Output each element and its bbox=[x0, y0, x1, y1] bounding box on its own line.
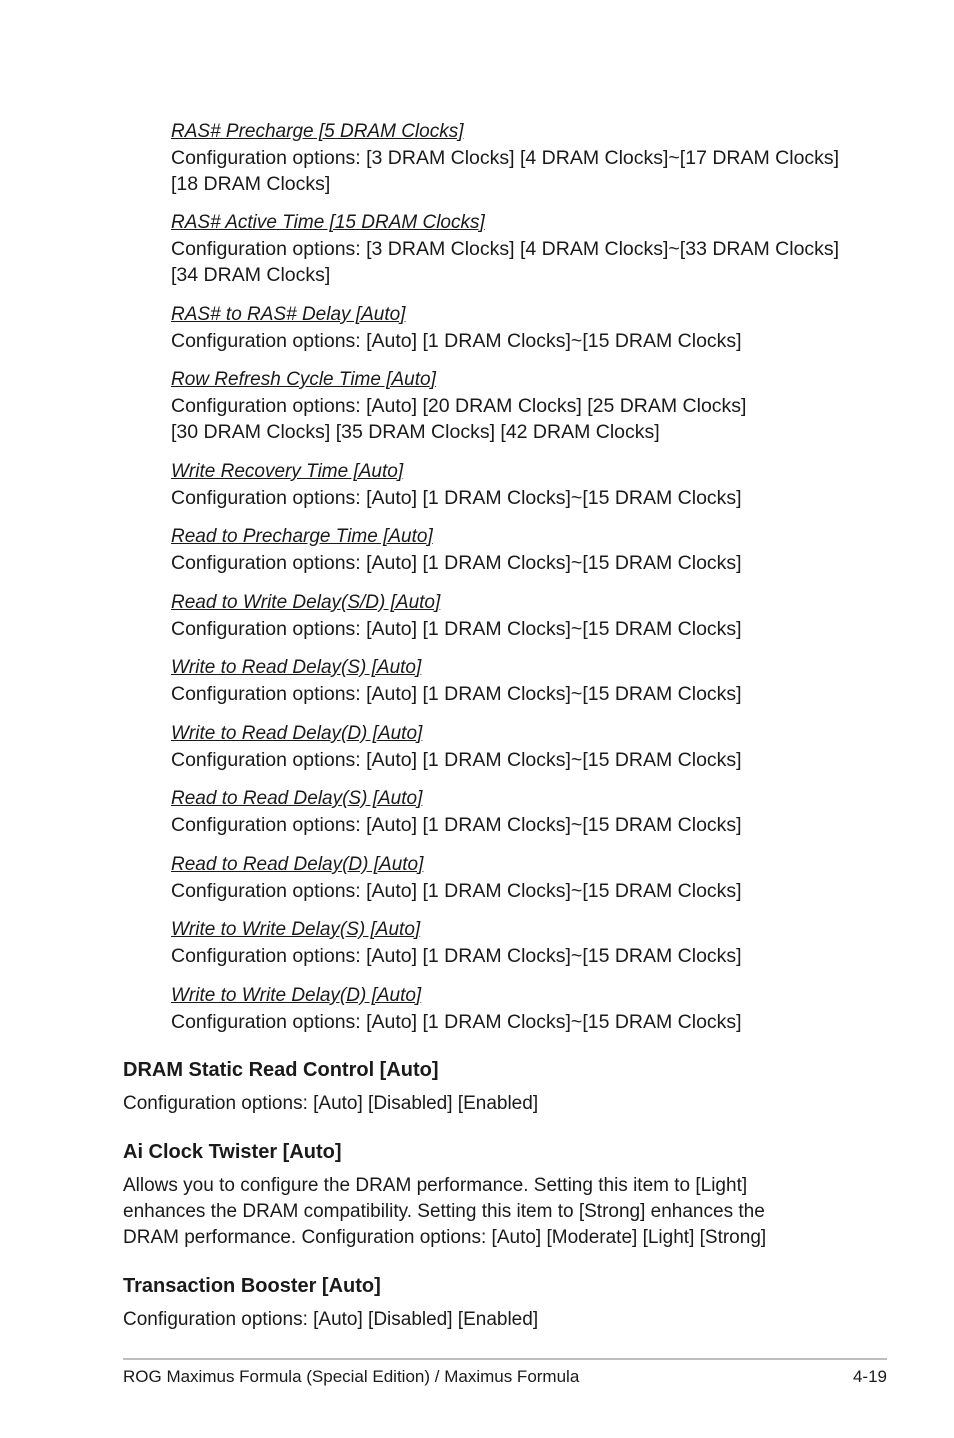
section-heading: Transaction Booster [Auto] bbox=[123, 1275, 381, 1297]
setting-write-to-write-delay-s bbox=[171, 917, 871, 969]
setting-read-to-read-delay-d bbox=[171, 852, 871, 904]
setting-title: Write to Read Delay(D) [Auto] bbox=[171, 723, 423, 744]
setting-options-line: [34 DRAM Clocks] bbox=[171, 264, 331, 286]
footer-page-number: 4-19 bbox=[852, 1367, 887, 1386]
section-text-line: DRAM performance. Configuration options: [Auto] [Moderate] [Light] [Strong] bbox=[123, 1227, 767, 1248]
setting-options-line: Configuration options: [Auto] [1 DRAM Clocks]~[15 DRAM Clocks] bbox=[171, 552, 742, 574]
setting-options-line: Configuration options: [Auto] [1 DRAM Clocks]~[15 DRAM Clocks] bbox=[171, 1011, 742, 1033]
section-text-line: Allows you to configure the DRAM performance. Setting this item to [Light] bbox=[123, 1175, 748, 1196]
setting-title: RAS# Precharge [5 DRAM Clocks] bbox=[171, 121, 464, 142]
footer-divider bbox=[123, 1358, 887, 1360]
setting-options-line: Configuration options: [Auto] [1 DRAM Clocks]~[15 DRAM Clocks] bbox=[171, 330, 742, 352]
setting-options-line: Configuration options: [Auto] [1 DRAM Clocks]~[15 DRAM Clocks] bbox=[171, 618, 742, 640]
section-heading: Ai Clock Twister [Auto] bbox=[123, 1141, 342, 1163]
setting-read-to-precharge-time bbox=[171, 524, 871, 576]
setting-options-line: Configuration options: [Auto] [1 DRAM Clocks]~[15 DRAM Clocks] bbox=[171, 814, 742, 836]
setting-title: Row Refresh Cycle Time [Auto] bbox=[171, 369, 436, 390]
setting-write-to-read-delay-d bbox=[171, 721, 871, 773]
setting-ras-active-time bbox=[171, 210, 871, 288]
section-text-line: Configuration options: [Auto] [Disabled] [Enabled] bbox=[123, 1309, 539, 1330]
setting-options-line: Configuration options: [Auto] [1 DRAM Clocks]~[15 DRAM Clocks] bbox=[171, 945, 742, 967]
setting-title: RAS# Active Time [15 DRAM Clocks] bbox=[171, 212, 485, 233]
setting-options-line: [18 DRAM Clocks] bbox=[171, 173, 331, 195]
setting-options-line: Configuration options: [Auto] [1 DRAM Clocks]~[15 DRAM Clocks] bbox=[171, 880, 742, 902]
setting-options-line: Configuration options: [Auto] [20 DRAM Clocks] [25 DRAM Clocks] bbox=[171, 395, 747, 417]
setting-title: Read to Write Delay(S/D) [Auto] bbox=[171, 592, 441, 613]
setting-title: Read to Precharge Time [Auto] bbox=[171, 526, 433, 547]
setting-options-line: Configuration options: [Auto] [1 DRAM Clocks]~[15 DRAM Clocks] bbox=[171, 749, 742, 771]
setting-write-to-write-delay-d bbox=[171, 983, 871, 1035]
setting-read-to-write-delay bbox=[171, 590, 871, 642]
setting-ras-precharge bbox=[171, 119, 871, 197]
setting-title: Write to Write Delay(D) [Auto] bbox=[171, 985, 422, 1006]
section-dram-static-read-control bbox=[123, 1057, 843, 1117]
section-transaction-booster bbox=[123, 1273, 843, 1333]
setting-read-to-read-delay-s bbox=[171, 786, 871, 838]
setting-title: Write Recovery Time [Auto] bbox=[171, 461, 404, 482]
setting-options-line: [30 DRAM Clocks] [35 DRAM Clocks] [42 DRAM Clocks] bbox=[171, 421, 660, 443]
setting-ras-to-ras-delay bbox=[171, 302, 871, 354]
section-heading: DRAM Static Read Control [Auto] bbox=[123, 1059, 439, 1081]
setting-title: RAS# to RAS# Delay [Auto] bbox=[171, 304, 406, 325]
setting-title: Read to Read Delay(D) [Auto] bbox=[171, 854, 424, 875]
setting-options-line: Configuration options: [Auto] [1 DRAM Clocks]~[15 DRAM Clocks] bbox=[171, 487, 742, 509]
footer-manual-title: ROG Maximus Formula (Special Edition) / Maximus Formula bbox=[123, 1367, 580, 1386]
section-text-line: enhances the DRAM compatibility. Setting this item to [Strong] enhances the bbox=[123, 1201, 765, 1222]
setting-options-line: Configuration options: [Auto] [1 DRAM Clocks]~[15 DRAM Clocks] bbox=[171, 683, 742, 705]
setting-write-recovery-time bbox=[171, 459, 871, 511]
setting-title: Write to Write Delay(S) [Auto] bbox=[171, 919, 421, 940]
setting-write-to-read-delay-s bbox=[171, 655, 871, 707]
section-ai-clock-twister bbox=[123, 1139, 843, 1251]
section-text-line: Configuration options: [Auto] [Disabled] [Enabled] bbox=[123, 1093, 539, 1114]
setting-options-line: Configuration options: [3 DRAM Clocks] [4 DRAM Clocks]~[33 DRAM Clocks] bbox=[171, 238, 840, 260]
setting-row-refresh-cycle-time bbox=[171, 367, 871, 445]
setting-options-line: Configuration options: [3 DRAM Clocks] [4 DRAM Clocks]~[17 DRAM Clocks] bbox=[171, 147, 840, 169]
setting-title: Write to Read Delay(S) [Auto] bbox=[171, 657, 422, 678]
setting-title: Read to Read Delay(S) [Auto] bbox=[171, 788, 423, 809]
